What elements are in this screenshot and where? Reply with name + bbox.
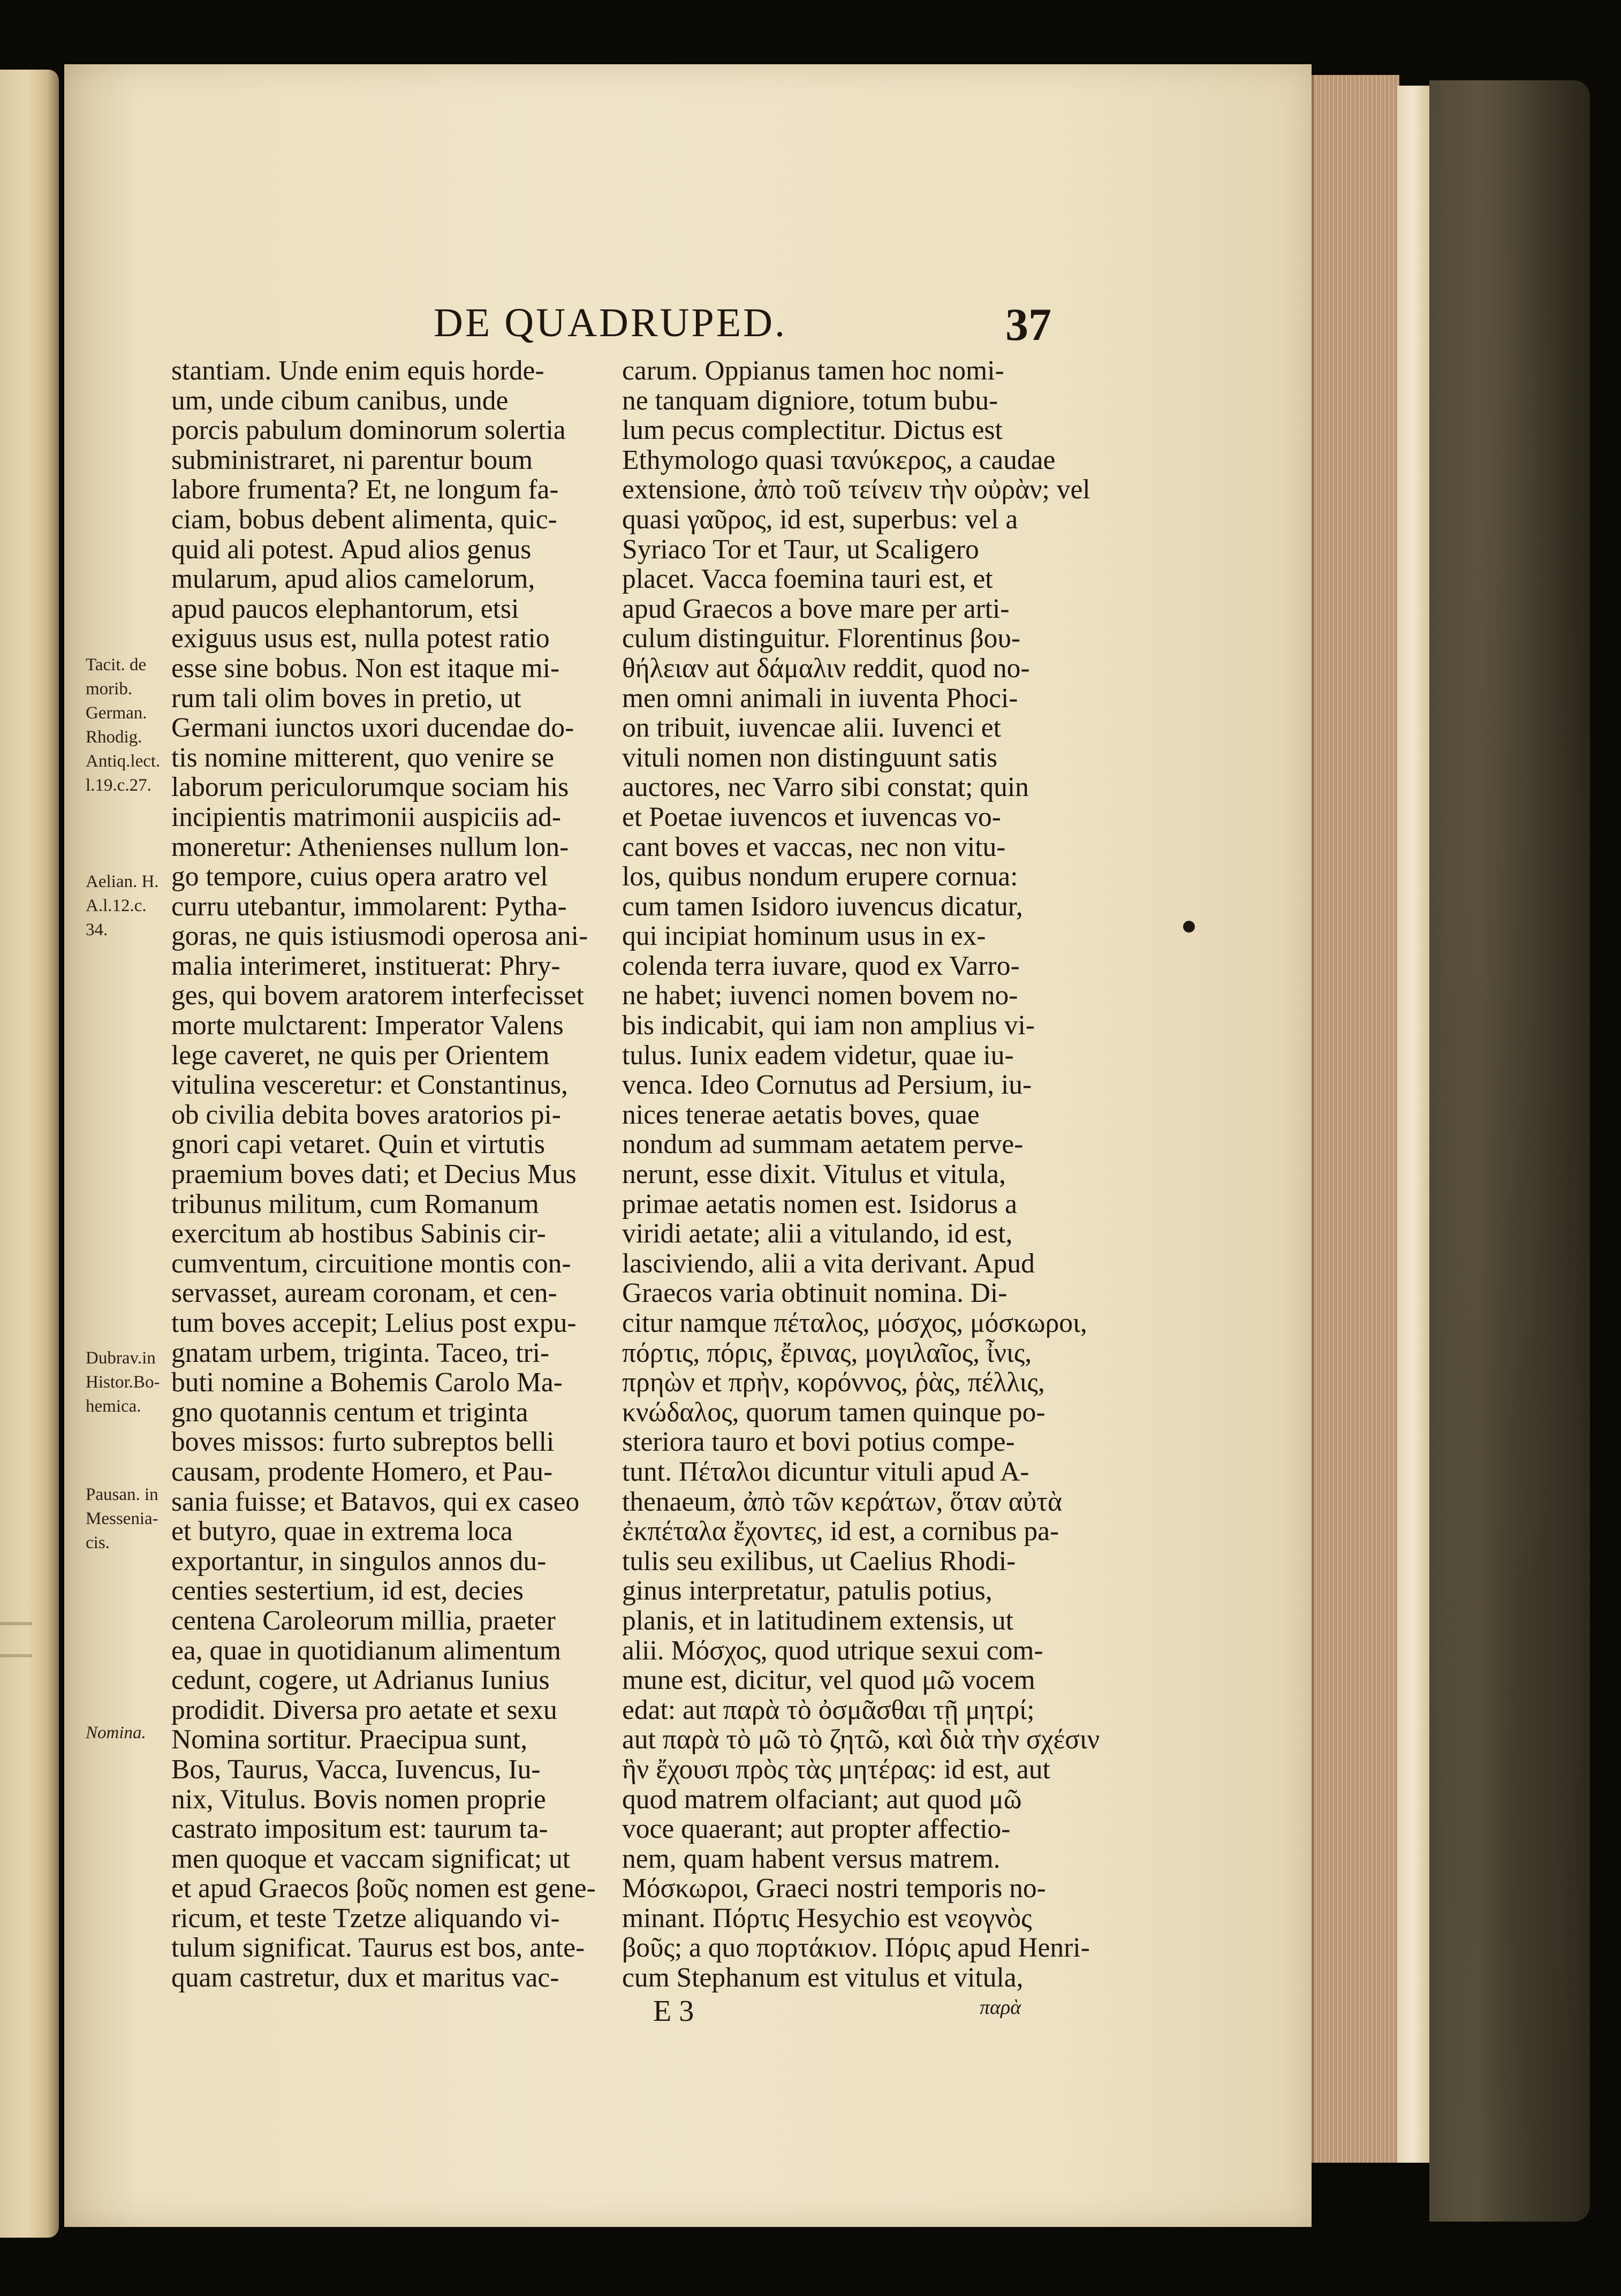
text-line: ne tanquam digniore, totum bubu- bbox=[622, 385, 998, 416]
margin-note-line: A.l.12.c. bbox=[86, 896, 147, 915]
margin-note-line: Nomina. bbox=[86, 1723, 146, 1742]
text-line: exercitum ab hostibus Sabinis cir- bbox=[171, 1218, 546, 1249]
running-head: DE QUADRUPED. bbox=[434, 300, 787, 345]
text-line: Nomina sortitur. Praecipua sunt, bbox=[171, 1724, 528, 1755]
text-line: πόρτις, πόρις, ἔρινας, μογιλαῖος, ἶνις, bbox=[622, 1337, 1032, 1368]
facing-page-edge bbox=[0, 70, 59, 2238]
margin-note-line: 34. bbox=[86, 920, 108, 939]
text-line: on tribuit, iuvencae alii. Iuvenci et bbox=[622, 713, 1001, 744]
text-line: et Poetae iuvencos et iuvencas vo- bbox=[622, 801, 1001, 832]
text-line: mularum, apud alios camelorum, bbox=[171, 564, 535, 595]
text-line: laborum periculorumque sociam his bbox=[171, 772, 569, 803]
text-line: incipientis matrimonii auspiciis ad- bbox=[171, 801, 562, 832]
text-line: aut παρὰ τὸ μῶ τὸ ζητῶ, καὶ διὰ τὴν σχέσιν bbox=[622, 1724, 1100, 1755]
text-line: carum. Oppianus tamen hoc nomi- bbox=[622, 355, 1004, 386]
text-line: θήλειαν aut δάμαλιν reddit, quod no- bbox=[622, 653, 1030, 684]
text-line: centies sestertium, id est, decies bbox=[171, 1575, 524, 1607]
text-line: viridi aetate; alii a vitulando, id est, bbox=[622, 1218, 1013, 1249]
text-line: nem, quam habent versus matrem. bbox=[622, 1843, 1001, 1874]
margin-note-line: Rhodig. bbox=[86, 728, 142, 747]
margin-note-line: Histor.Bo- bbox=[86, 1373, 160, 1392]
text-line: exiguus usus est, nulla potest ratio bbox=[171, 623, 550, 654]
book-page bbox=[64, 64, 1312, 2227]
text-line: tulis seu exilibus, ut Caelius Rhodi- bbox=[622, 1545, 1016, 1577]
text-line: nerunt, esse dixit. Vitulus et vitula, bbox=[622, 1159, 1006, 1190]
text-line: steriora tauro et bovi potius compe- bbox=[622, 1427, 1015, 1458]
margin-note-line: hemica. bbox=[86, 1397, 141, 1416]
text-line: et butyro, quae in extrema loca bbox=[171, 1516, 513, 1547]
text-line: et apud Graecos βοῦς nomen est gene- bbox=[171, 1873, 596, 1904]
text-line: alii. Μόσχος, quod utrique sexui com- bbox=[622, 1635, 1043, 1666]
margin-note-line: Pausan. in bbox=[86, 1485, 158, 1504]
text-line: tunt. Πέταλοι dicuntur vituli apud A- bbox=[622, 1456, 1029, 1487]
bleed-mark bbox=[0, 1654, 32, 1657]
text-line: centena Caroleorum millia, praeter bbox=[171, 1605, 556, 1636]
text-line: Ethymologo quasi τανύκερος, a caudae bbox=[622, 444, 1056, 475]
text-line: cum tamen Isidoro iuvencus dicatur, bbox=[622, 891, 1023, 922]
text-line: tum boves accepit; Lelius post expu- bbox=[171, 1308, 577, 1338]
text-line: apud paucos elephantorum, etsi bbox=[171, 593, 519, 624]
text-line: ges, qui bovem aratorem interfecisset bbox=[171, 980, 584, 1011]
text-line: nix, Vitulus. Bovis nomen proprie bbox=[171, 1784, 546, 1815]
text-line: mune est, dicitur, vel quod μῶ vocem bbox=[622, 1665, 1035, 1696]
page-header bbox=[64, 300, 1312, 364]
text-line: curru utebantur, immolarent: Pytha- bbox=[171, 891, 567, 922]
text-line: nondum ad summam aetatem perve- bbox=[622, 1129, 1024, 1160]
text-line: πρηὼν et πρὴν, κορόννος, ῥὰς, πέλλις, bbox=[622, 1367, 1045, 1398]
text-line: ginus interpretatur, patulis potius, bbox=[622, 1575, 993, 1607]
text-line: praemium boves dati; et Decius Mus bbox=[171, 1159, 577, 1190]
text-line: planis, et in latitudinem extensis, ut bbox=[622, 1605, 1013, 1636]
text-line: Germani iunctos uxori ducendae do- bbox=[171, 713, 574, 744]
text-line: ricum, et teste Tzetze aliquando vi- bbox=[171, 1903, 560, 1934]
leather-binding bbox=[1429, 80, 1590, 2222]
text-line: vituli nomen non distinguunt satis bbox=[622, 742, 997, 773]
text-line: citur namque πέταλος, μόσχος, μόσκωροι, bbox=[622, 1308, 1087, 1338]
text-line: causam, prodente Homero, et Pau- bbox=[171, 1456, 553, 1487]
text-line: thenaeum, ἀπὸ τῶν κεράτων, ὅταν αὐτὰ bbox=[622, 1486, 1062, 1517]
text-line: lum pecus complectitur. Dictus est bbox=[622, 415, 1003, 446]
text-line: nices tenerae aetatis boves, quae bbox=[622, 1099, 980, 1130]
text-line: quid ali potest. Apud alios genus bbox=[171, 534, 532, 565]
text-line: apud Graecos a bove mare per arti- bbox=[622, 593, 1010, 624]
text-line: ciam, bobus debent alimenta, quic- bbox=[171, 504, 557, 535]
text-line: venca. Ideo Cornutus ad Persium, iu- bbox=[622, 1070, 1032, 1101]
text-line: culum distinguitur. Florentinus βου- bbox=[622, 623, 1021, 654]
text-line: Graecos varia obtinuit nomina. Di- bbox=[622, 1278, 1008, 1309]
text-line: servasset, auream coronam, et cen- bbox=[171, 1278, 557, 1309]
text-line: esse sine bobus. Non est itaque mi- bbox=[171, 653, 560, 684]
text-line: los, quibus nondum erupere cornua: bbox=[622, 861, 1018, 892]
page-number: 37 bbox=[1005, 299, 1051, 350]
signature-mark: E 3 bbox=[653, 1995, 694, 2028]
text-line: quam castretur, dux et maritus vac- bbox=[171, 1962, 559, 1994]
text-line: porcis pabulum dominorum solertia bbox=[171, 415, 566, 446]
endpaper bbox=[1397, 86, 1429, 2163]
text-line: moneretur: Athenienses nullum lon- bbox=[171, 831, 569, 862]
text-line: rum tali olim boves in pretio, ut bbox=[171, 683, 521, 714]
text-line: minant. Πόρτις Hesychio est νεογνὸς bbox=[622, 1903, 1032, 1934]
text-line: cum Stephanum est vitulus et vitula, bbox=[622, 1962, 1024, 1994]
text-line: Syriaco Tor et Taur, ut Scaligero bbox=[622, 534, 979, 565]
text-line: labore frumenta? Et, ne longum fa- bbox=[171, 474, 559, 505]
margin-note-line: Messenia- bbox=[86, 1509, 158, 1528]
text-line: cedunt, cogere, ut Adrianus Iunius bbox=[171, 1665, 550, 1696]
text-line: auctores, nec Varro sibi constat; quin bbox=[622, 772, 1029, 803]
text-line: subministraret, ni parentur boum bbox=[171, 444, 533, 475]
text-line: tulus. Iunix eadem videtur, quae iu- bbox=[622, 1040, 1014, 1071]
margin-note-line: Antiq.lect. bbox=[86, 752, 161, 771]
text-line: ἐκπέταλα ἔχοντες, id est, a cornibus pa- bbox=[622, 1516, 1059, 1547]
text-line: extensione, ἀπὸ τοῦ τείνειν τὴν οὐρὰν; vel bbox=[622, 474, 1090, 505]
text-line: um, unde cibum canibus, unde bbox=[171, 385, 509, 416]
left-text-column bbox=[171, 356, 605, 1993]
text-line: βοῦς; a quo πορτάκιον. Πόρις apud Henri- bbox=[622, 1933, 1090, 1964]
margin-note-line: morib. bbox=[86, 679, 133, 699]
margin-note-line: Aelian. H. bbox=[86, 872, 159, 891]
text-line: edat: aut παρὰ τὸ ὀσμᾶσθαι τῇ μητρί; bbox=[622, 1694, 1035, 1725]
margin-note-line: l.19.c.27. bbox=[86, 776, 152, 795]
text-line: exportantur, in singulos annos du- bbox=[171, 1545, 547, 1577]
text-line: lege caveret, ne quis per Orientem bbox=[171, 1040, 550, 1071]
text-line: men omni animali in iuventa Phoci- bbox=[622, 683, 1018, 714]
text-line: sania fuisse; et Batavos, qui ex caseo bbox=[171, 1486, 580, 1517]
text-line: κνώδαλος, quorum tamen quinque po- bbox=[622, 1397, 1046, 1428]
text-line: boves missos: furto subreptos belli bbox=[171, 1427, 555, 1458]
text-line: men quoque et vaccam significat; ut bbox=[171, 1843, 571, 1874]
bleed-mark bbox=[0, 1622, 32, 1625]
text-line: primae aetatis nomen est. Isidorus a bbox=[622, 1188, 1017, 1219]
text-line: tis nomine mitterent, quo venire se bbox=[171, 742, 555, 773]
text-line: voce quaerant; aut propter affectio- bbox=[622, 1814, 1011, 1845]
text-line: ea, quae in quotidianum alimentum bbox=[171, 1635, 561, 1666]
text-line: gnori capi vetaret. Quin et virtutis bbox=[171, 1129, 545, 1160]
text-line: gno quotannis centum et triginta bbox=[171, 1397, 528, 1428]
margin-note-line: cis. bbox=[86, 1533, 110, 1552]
text-line: vitulina vesceretur: et Constantinus, bbox=[171, 1070, 568, 1101]
text-line: buti nomine a Bohemis Carolo Ma- bbox=[171, 1367, 563, 1398]
text-line: tribunus militum, cum Romanum bbox=[171, 1188, 539, 1219]
margin-note-line: Dubrav.in bbox=[86, 1348, 156, 1368]
text-line: ob civilia debita boves aratorios pi- bbox=[171, 1099, 561, 1130]
text-line: placet. Vacca foemina tauri est, et bbox=[622, 564, 993, 595]
text-line: stantiam. Unde enim equis horde- bbox=[171, 355, 544, 386]
text-line: malia interimeret, instituerat: Phry- bbox=[171, 950, 560, 981]
text-line: ἣν ἔχουσι πρὸς τὰς μητέρας: id est, aut bbox=[622, 1754, 1050, 1785]
text-line: Μόσκωροι, Graeci nostri temporis no- bbox=[622, 1873, 1046, 1904]
text-line: ne habet; iuvenci nomen bovem no- bbox=[622, 980, 1018, 1011]
page-edges bbox=[1312, 75, 1399, 2163]
catchword: παρὰ bbox=[980, 1996, 1021, 2019]
text-line: bis indicabit, qui iam non amplius vi- bbox=[622, 1010, 1035, 1041]
ink-spot bbox=[1183, 921, 1195, 933]
text-line: castrato impositum est: taurum ta- bbox=[171, 1814, 548, 1845]
right-text-column bbox=[622, 356, 1128, 1993]
text-line: lasciviendo, alii a vita derivant. Apud bbox=[622, 1248, 1035, 1279]
text-line: go tempore, cuius opera aratro vel bbox=[171, 861, 548, 892]
text-line: goras, ne quis istiusmodi operosa ani- bbox=[171, 921, 588, 952]
text-line: tulum significat. Taurus est bos, ante- bbox=[171, 1933, 585, 1964]
text-line: quasi γαῦρος, id est, superbus: vel a bbox=[622, 504, 1018, 535]
text-line: quod matrem olfaciant; aut quod μῶ bbox=[622, 1784, 1022, 1815]
text-line: morte mulctarent: Imperator Valens bbox=[171, 1010, 564, 1041]
margin-note-line: German. bbox=[86, 703, 147, 723]
text-line: qui incipiat hominum usus in ex- bbox=[622, 921, 986, 952]
text-line: colenda terra iuvare, quod ex Varro- bbox=[622, 950, 1020, 981]
text-line: cant boves et vaccas, nec non vitu- bbox=[622, 831, 1006, 862]
text-line: gnatam urbem, triginta. Taceo, tri- bbox=[171, 1337, 550, 1368]
margin-note-line: Tacit. de bbox=[86, 655, 147, 675]
text-line: Bos, Taurus, Vacca, Iuvencus, Iu- bbox=[171, 1754, 541, 1785]
text-line: cumventum, circuitione montis con- bbox=[171, 1248, 571, 1279]
text-line: prodidit. Diversa pro aetate et sexu bbox=[171, 1694, 557, 1725]
